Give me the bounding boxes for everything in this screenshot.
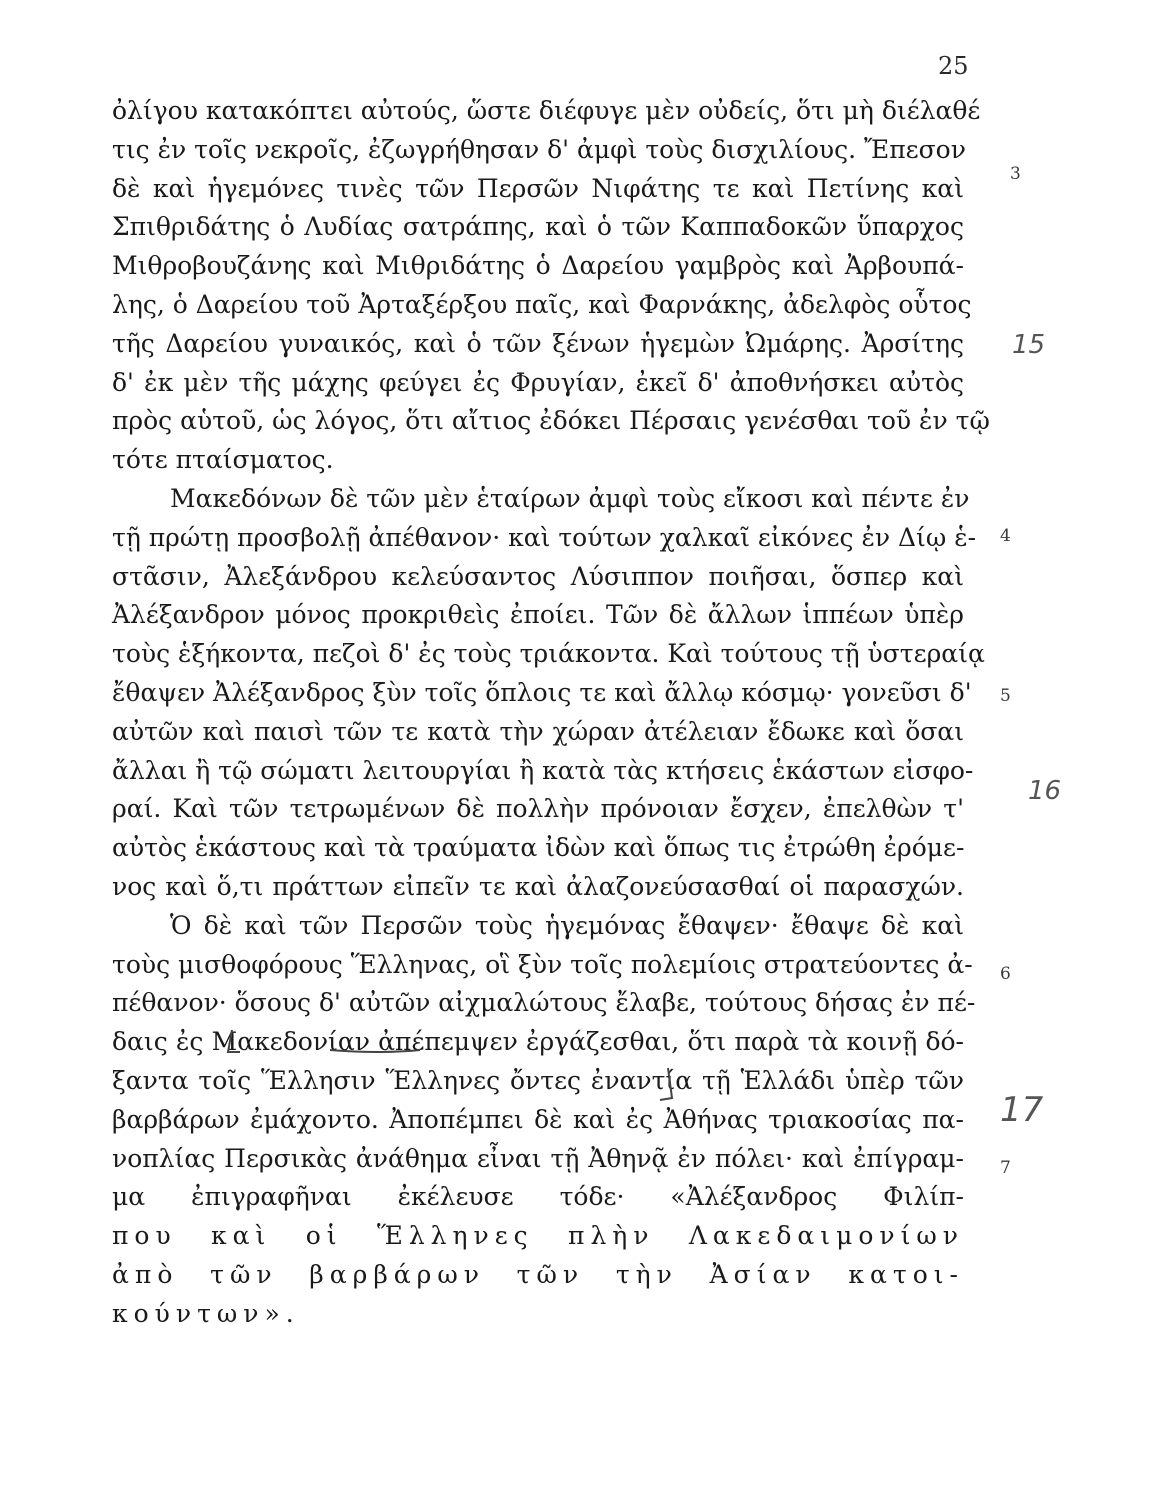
- text-line: τοὺς ἑξήκοντα, πεζοὶ δ' ἐς τοὺς τριάκοντα. Καὶ τούτους τῇ ὑστεραίᾳ: [112, 639, 985, 669]
- text-line: ὀλίγου κατακόπτει αὐτούς, ὥστε διέφυγε μὲν οὐδείς, ὅτι μὴ διέλαθέ: [112, 96, 981, 125]
- text-line: Ἀλέξανδρον μόνος προκριθεὶς ἐποίει. Τῶν δὲ ἄλλων ἱππέων ὑπὲρ: [112, 600, 964, 630]
- text-line: ξαντα τοῖς Ἕλλησιν Ἕλληνες ὄντες ἐναντία τῇ Ἑλλάδι ὑπὲρ τῶν: [112, 1065, 964, 1095]
- text-line: τοὺς μισθοφόρους Ἕλληνας, οἳ ξὺν τοῖς πολεμίοις στρατεύοντες ἀ-: [112, 949, 973, 979]
- handwritten-note: 17: [1000, 1090, 1044, 1130]
- text-line: νος καὶ ὅ,τι πράττων εἰπεῖν τε καὶ ἀλαζονεύσασθαί οἱ παρασχών.: [112, 871, 964, 901]
- text-line: [112, 1334, 964, 1373]
- text-line: ἔθαψεν Ἀλέξανδρος ξὺν τοῖς ὅπλοις τε καὶ ἄλλῳ κόσμῳ· γονεῦσι δ': [112, 677, 972, 707]
- section-number: 7: [1000, 1158, 1011, 1178]
- section-number: 6: [1000, 964, 1011, 984]
- text-line: κούντων».: [112, 1298, 300, 1328]
- text-line: πρὸς αὑτοῦ, ὡς λόγος, ὅτι αἴτιος ἐδόκει Πέρσαις γενέσθαι τοῦ ἐν τῷ: [112, 406, 990, 436]
- section-number: 3: [1010, 164, 1021, 184]
- text-line: αὐτὸς ἑκάστους καὶ τὰ τραύματα ἰδὼν καὶ ὅπως τις ἐτρώθη ἐρόμε-: [112, 833, 965, 863]
- handwritten-note: 16: [1028, 776, 1062, 806]
- text-line: Σπιθριδάτης ὁ Λυδίας σατράπης, καὶ ὁ τῶν Καππαδοκῶν ὕπαρχος: [112, 212, 964, 242]
- text-line: δαις ἐς Μακεδονίαν ἀπέπεμψεν ἐργάζεσθαι, ὅτι παρὰ τὰ κοινῇ δό-: [112, 1027, 964, 1057]
- text-line: τότε πταίσματος.: [112, 445, 334, 475]
- text-line: ἀπὸ τῶν βαρβάρων τῶν τὴν Ἀσίαν κατοι-: [112, 1259, 964, 1289]
- text-line: ραί. Καὶ τῶν τετρωμένων δὲ πολλὴν πρόνοιαν ἔσχεν, ἐπελθὼν τ': [112, 794, 964, 824]
- text-line: μα ἐπιγραφῆναι ἐκέλευσε τόδε· «Ἀλέξανδρος Φιλίπ-: [112, 1182, 964, 1212]
- section-number: 5: [1000, 686, 1011, 706]
- text-line: νοπλίας Περσικὰς ἀνάθημα εἶναι τῇ Ἀθηνᾷ ἐν πόλει· καὶ ἐπίγραμ-: [112, 1143, 964, 1173]
- text-line: Μιθροβουζάνης καὶ Μιθριδάτης ὁ Δαρείου γαμβρὸς καὶ Ἀρβουπά-: [112, 251, 964, 281]
- text-line: λης, ὁ Δαρείου τοῦ Ἀρταξέρξου παῖς, καὶ Φαρνάκης, ἀδελφὸς οὗτος: [112, 289, 972, 319]
- text-line: τις ἐν τοῖς νεκροῖς, ἐζωγρήθησαν δ' ἀμφὶ τοὺς δισχιλίους. Ἔπεσον: [112, 134, 966, 164]
- greek-text-block: [112, 92, 990, 1372]
- text-line: που καὶ οἱ Ἕλληνες πλὴν Λακεδαιμονίων: [112, 1221, 964, 1251]
- section-number: 4: [1000, 526, 1011, 546]
- text-line: Ὁ δὲ καὶ τῶν Περσῶν τοὺς ἡγεμόνας ἔθαψεν· ἔθαψε δὲ καὶ: [170, 910, 964, 940]
- text-line: δὲ καὶ ἡγεμόνες τινὲς τῶν Περσῶν Νιφάτης τε καὶ Πετίνης καὶ: [112, 173, 964, 203]
- text-line: αὐτῶν καὶ παισὶ τῶν τε κατὰ τὴν χώραν ἀτέλειαν ἔδωκε καὶ ὅσαι: [112, 716, 964, 746]
- text-line: Μακεδόνων δὲ τῶν μὲν ἑταίρων ἀμφὶ τοὺς εἴκοσι καὶ πέντε ἐν: [170, 483, 970, 513]
- text-line: τῇ πρώτῃ προσβολῇ ἀπέθανον· καὶ τούτων χαλκαῖ εἰκόνες ἐν Δίῳ ἑ-: [112, 522, 977, 552]
- text-line: βαρβάρων ἐμάχοντο. Ἀποπέμπει δὲ καὶ ἐς Ἀθήνας τριακοσίας πα-: [112, 1104, 964, 1134]
- text-line: στᾶσιν, Ἀλεξάνδρου κελεύσαντος Λύσιππον ποιῆσαι, ὅσπερ καὶ: [112, 561, 964, 591]
- page-number: 25: [938, 52, 969, 80]
- text-line: ἄλλαι ἢ τῷ σώματι λειτουργίαι ἢ κατὰ τὰς κτήσεις ἑκάστων εἰσφο-: [112, 755, 974, 785]
- text-line: πέθανον· ὅσους δ' αὐτῶν αἰχμαλώτους ἔλαβε, τούτους δήσας ἐν πέ-: [112, 988, 976, 1018]
- text-line: δ' ἐκ μὲν τῆς μάχης φεύγει ἐς Φρυγίαν, ἐκεῖ δ' ἀποθνήσκει αὐτὸς: [112, 367, 964, 397]
- handwritten-note: 15: [1012, 330, 1046, 360]
- text-line: τῆς Δαρείου γυναικός, καὶ ὁ τῶν ξένων ἡγεμὼν Ὠμάρης. Ἀρσίτης: [112, 328, 964, 358]
